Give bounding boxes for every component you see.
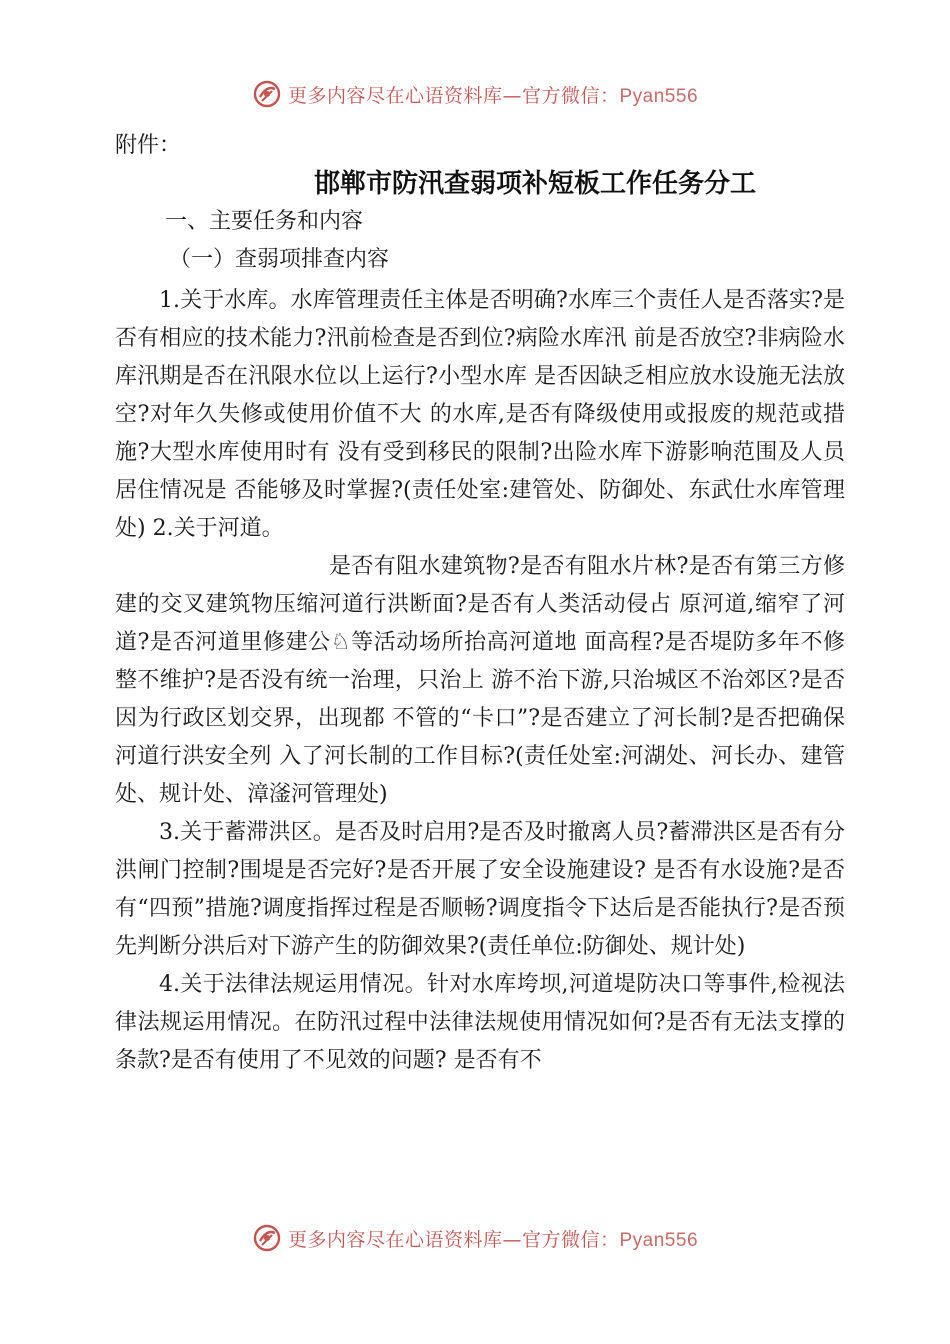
logo-icon: [252, 1223, 282, 1253]
watermark-id: Pyan556: [619, 1229, 699, 1251]
watermark-id: Pyan556: [619, 85, 699, 107]
watermark-label: 更多内容尽在心语资料库—官方微信：: [287, 1228, 620, 1251]
watermark-text: [288, 1225, 698, 1252]
footer-watermark: [0, 1218, 950, 1258]
header-watermark: [0, 74, 950, 114]
paragraph-river: 是否有阻水建筑物?是否有阻水片林?是否有第三方修建的交叉建筑物压缩河道行洪断面?是否有人类活动侵占 原河道,缩窄了河道?是否河道里修建公♘等活动场所抬高河道地 面高程?是否堤防多年不修整不维护?是否没有统一治理，只治上 游不治下游,只治城区不治郊区?是否因为行政区划交界，出现都 不管的“卡口”?是否建立了河长制?是否把确保河道行洪安全列 入了河长制的工作目标?(责任处室:河湖处、河长办、建管处、规计处、漳滏河管理处): [115, 554, 845, 807]
subsection-heading: （一）查弱项排查内容: [169, 247, 390, 272]
watermark-label: 更多内容尽在心语资料库—官方微信：: [287, 84, 620, 107]
paragraph-reservoir: 1.关于水库。水库管理责任主体是否明确?水库三个责任人是否落实?是否有相应的技术能力?汛前检查是否到位?病险水库汛 前是否放空?非病险水库汛期是否在汛限水位以上运行?小型水库 是否因缺乏相应放水设施无法放空?对年久失修或使用价值不大 的水库,是否有降级使用或报废的规范或措施?大型水库使用时有 没有受到移民的限制?出险水库下游影响范围及人员居住情况是 否能够及时掌握?(责任处室:建管处、防御处、东武仕水库管理处) 2.关于河道。: [115, 288, 845, 541]
attachment-label: 附件：: [115, 133, 182, 158]
paragraph-flood-storage: 3.关于蓄滞洪区。是否及时启用?是否及时撤离人员?蓄滞洪区是否有分洪闸门控制?围堤是否完好?是否开展了安全设施建设? 是否有水设施?是否有“四预”措施?调度指挥过程是否顺畅?调度指令下达后是否能执行?是否预先判断分洪后对下游产生的防御效果?(责任单位:防御处、规计处): [115, 820, 845, 959]
section-heading: 一、主要任务和内容: [165, 209, 364, 234]
watermark-text: [288, 81, 698, 108]
document-body: [115, 128, 845, 1080]
logo-icon: [252, 79, 282, 109]
paragraph-laws: 4.关于法律法规运用情况。针对水库垮坝,河道堤防决口等事件,检视法律法规运用情况。在防汛过程中法律法规使用情况如何?是否有无法支撑的条款?是否有使用了不见效的问题? 是否有不: [115, 972, 845, 1073]
document-title: 邯郸市防汛查弱项补短板工作任务分工: [313, 169, 756, 199]
